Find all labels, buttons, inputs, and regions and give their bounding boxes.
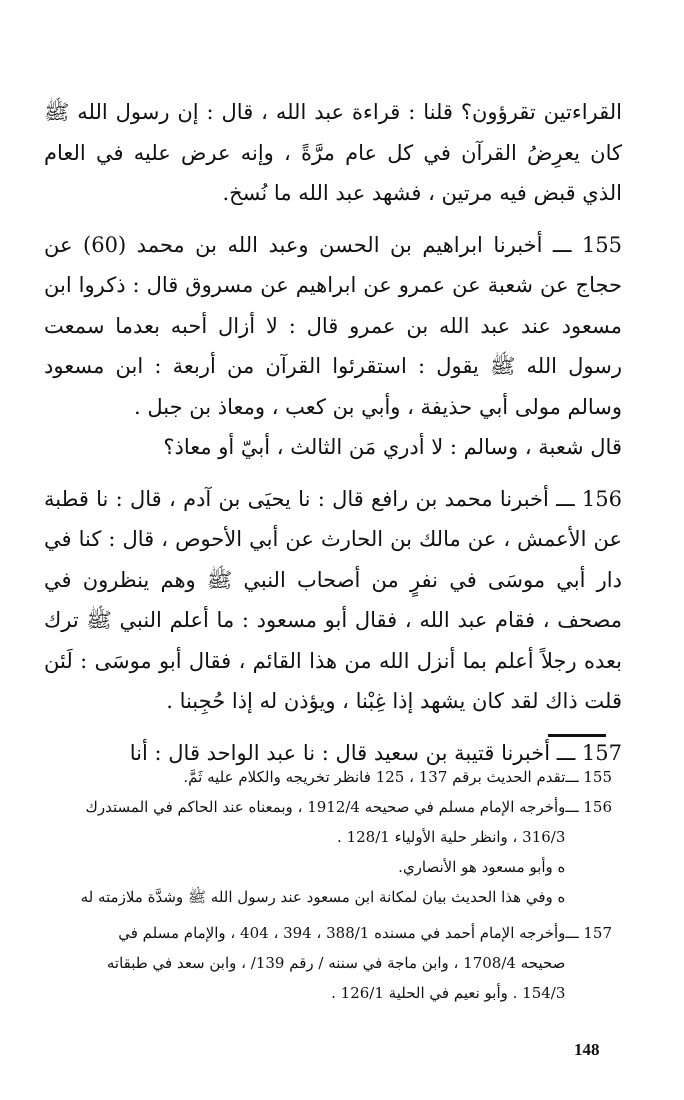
footnote-text (46, 762, 565, 792)
footnote-line: 154/3 . وأبو نعيم في الحلية 126/1 . (331, 984, 566, 1002)
paragraph-hadith-157: 157 ـــ أخبرنا قتيبة بن سعيد قال : نا عبد الواحد قال : أنا (129, 740, 622, 765)
footnote-line: تقدم الحديث برقم 137 ، 125 فانظر تخريجه والكلام عليه ثَمَّ. (183, 768, 566, 786)
footnote-155 (46, 762, 612, 792)
footnote-number: 155 ـــ (565, 768, 612, 786)
footnote-157 (46, 918, 612, 1008)
footnote-number: 157 ـــ (565, 924, 612, 942)
footnote-number: 156 ـــ (565, 798, 612, 816)
footnote-divider (548, 734, 606, 737)
page-number: 148 (574, 1040, 600, 1059)
footnote-text (46, 918, 565, 1008)
paragraph-continuation: القراءتين تقرؤون؟ قلنا : قراءة عبد الله ، قال : إن رسول الله ﷺ كان يعرِضُ القرآن في كل عام مرَّةً ، وإنه عرض عليه في العام الذي قبض فيه مرتين ، فشهد عبد الله ما نُسخ. (44, 100, 622, 205)
paragraph-shuba-note: قال شعبة ، وسالم : لا أدري مَن الثالث ، أبيّ أو معاذ؟ (163, 435, 622, 459)
footnote-line: صحيحه 1708/4 ، وابن ماجة في سننه / رقم 139/ ، وابن سعد في طبقاته (106, 954, 566, 972)
footnote-line: ه وأبو مسعود هو الأنصاري. (398, 858, 566, 876)
paragraph-hadith-156: 156 ـــ أخبرنا محمد بن رافع قال : نا يحيَى بن آدم ، قال : نا قطبة عن الأعمش ، عن مالك بن الحارث عن أبي الأحوص ، قال : كنا في دار أبي موسَى في نفرٍ من أصحاب النبي ﷺ وهم ينظرون في مصحف ، فقام عبد الله ، فقال أبو مسعود : ما أعلم النبي ﷺ ترك بعده رجلاً أعلم بما أنزل الله من هذا القائم ، فقال أبو موسَى : لَئن قلت ذاك لقد كان يشهد إذا غِبْنا ، ويؤذن له إذا حُجِبنا . (44, 486, 622, 713)
main-text (44, 92, 622, 773)
footnote-156 (46, 792, 612, 912)
footnote-line: 316/3 ، وانظر حلية الأولياء 128/1 . (337, 828, 566, 846)
footnotes (46, 762, 612, 1008)
footnote-line: ه وفي هذا الحديث بيان لمكانة ابن مسعود عند رسول الله ﷺ وشدَّة ملازمته له (80, 888, 566, 906)
footnote-line: وأخرجه الإمام مسلم في صحيحه 1912/4 ، وبمعناه عند الحاكم في المستدرك (85, 798, 566, 816)
footnote-text (46, 792, 565, 912)
footnote-line: وأخرجه الإمام أحمد في مسنده 388/1 ، 394 ، 404 ، والإمام مسلم في (118, 924, 566, 942)
paragraph-hadith-155: 155 ـــ أخبرنا ابراهيم بن الحسن وعبد الله بن محمد (60) عن حجاج عن شعبة عن عمرو عن ابراهيم عن مسروق قال : ذكروا ابن مسعود عند عبد الله بن عمرو قال : لا أزال أحبه بعدما سمعت رسول الله ﷺ يقول : استقرئوا القرآن من أربعة : ابن مسعود وسالم مولى أبي حذيفة ، وأبي بن كعب ، ومعاذ بن جبل . (44, 232, 622, 419)
